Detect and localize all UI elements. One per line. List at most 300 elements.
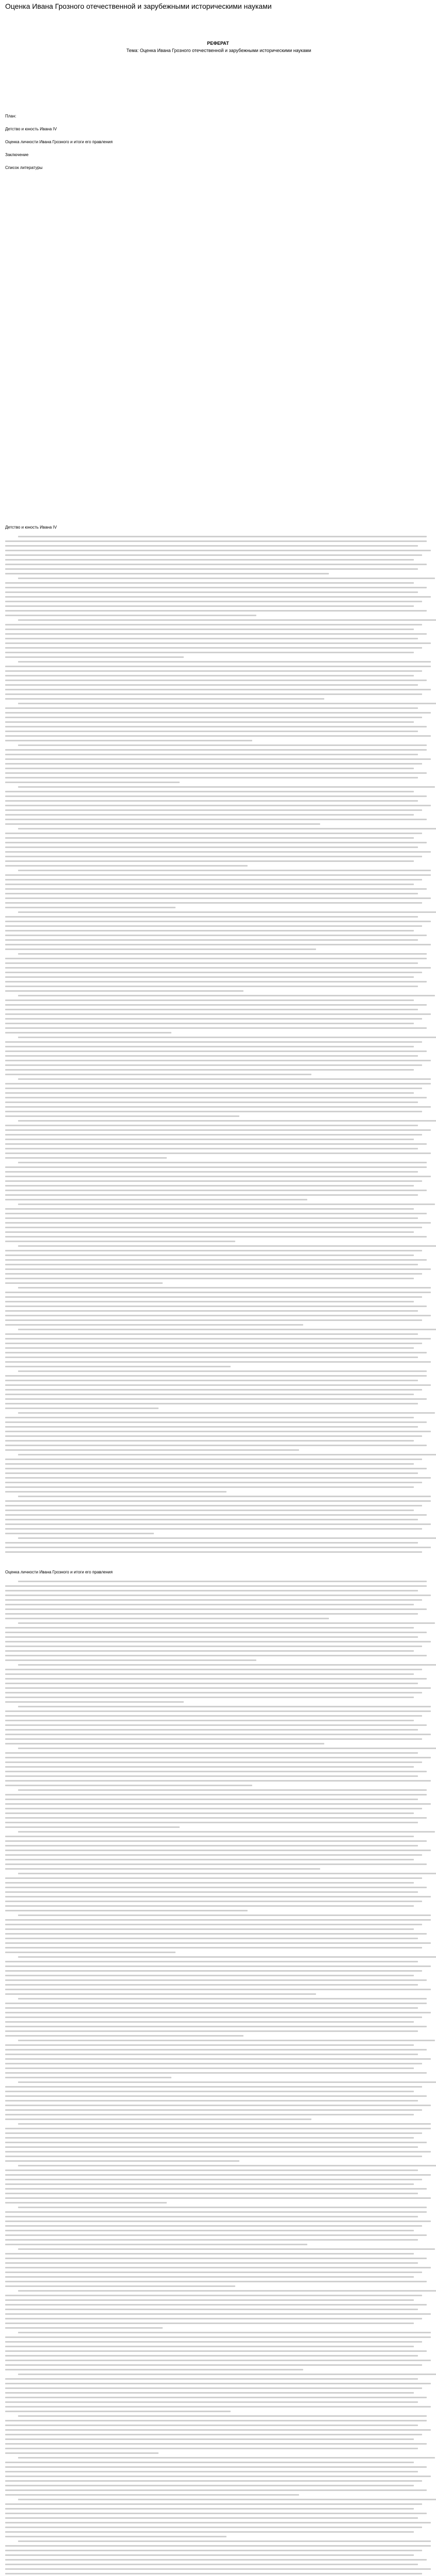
text-line [5, 1231, 414, 1233]
text-line [5, 1361, 431, 1363]
text-line [5, 846, 418, 848]
text-line [5, 1905, 414, 1907]
text-line [5, 2285, 235, 2287]
text-line [5, 1659, 256, 1661]
text-line [5, 986, 418, 987]
text-line [5, 819, 427, 820]
text-line [5, 1236, 427, 1238]
text-line [5, 1347, 414, 1349]
text-line [5, 1139, 414, 1140]
text-line [18, 953, 427, 955]
text-line [5, 1041, 422, 1043]
text-line [5, 2568, 431, 2570]
text-line [5, 1046, 414, 1047]
text-line [5, 2494, 299, 2496]
text-line [5, 976, 414, 978]
text-line [5, 935, 427, 936]
text-line [5, 1306, 427, 1307]
text-line [5, 1528, 422, 1530]
text-line [5, 601, 422, 602]
text-line [5, 1599, 422, 1601]
text-line [18, 1873, 436, 1874]
text-line [5, 1222, 431, 1224]
text-line [5, 2109, 422, 2111]
text-line [5, 1993, 316, 1995]
text-line [5, 2341, 422, 2343]
text-line [5, 1106, 431, 1108]
text-line [5, 1794, 427, 1795]
text-line [5, 791, 414, 792]
text-line [5, 972, 422, 973]
text-line [5, 958, 427, 959]
text-line [5, 2221, 431, 2222]
text-line [5, 1910, 248, 1911]
text-line [5, 2350, 427, 2352]
text-line [18, 2248, 435, 2250]
text-line [5, 1822, 418, 1823]
text-line [5, 2035, 243, 2037]
text-line [5, 1018, 422, 1020]
text-line [5, 1938, 418, 1939]
text-line [5, 568, 418, 570]
text-line [5, 1975, 414, 1976]
text-line [18, 1037, 436, 1038]
text-line [5, 1255, 414, 1256]
text-line [18, 2457, 435, 2459]
text-line [18, 744, 427, 746]
text-line [5, 2476, 431, 2477]
text-line [5, 1901, 422, 1902]
text-line [5, 1310, 418, 1312]
text-line [5, 2077, 171, 2078]
text-line [5, 2466, 427, 2468]
text-line [5, 1854, 422, 1856]
text-line [5, 1241, 235, 1242]
text-line [5, 1669, 422, 1670]
text-line [5, 2258, 427, 2259]
section-heading-assessment: Оценка личности Ивана Грозного и итоги его правления [5, 1570, 113, 1574]
text-line [5, 1887, 427, 1888]
text-line [5, 605, 414, 607]
text-line [5, 1435, 422, 1437]
text-line [5, 1403, 418, 1404]
text-line [5, 707, 418, 709]
text-line [5, 823, 320, 825]
text-line [5, 2313, 431, 2315]
text-line [5, 1199, 307, 1200]
text-line [5, 1074, 311, 1075]
text-line [18, 1287, 431, 1289]
text-line [5, 930, 414, 931]
text-line [5, 1840, 427, 1842]
text-line [18, 2540, 431, 2542]
text-line [5, 1632, 427, 1633]
text-line [5, 1877, 422, 1879]
text-line [5, 2471, 418, 2472]
text-line [5, 1627, 414, 1629]
text-line [18, 1956, 436, 1958]
text-line [5, 2336, 431, 2338]
text-line [5, 1125, 418, 1126]
text-line [5, 1697, 414, 1698]
text-line [5, 1463, 414, 1465]
text-line [5, 2063, 422, 2064]
text-line [5, 795, 427, 797]
text-line [5, 1264, 418, 1265]
text-line [5, 2485, 414, 2486]
text-line [5, 888, 427, 890]
text-line [5, 777, 418, 778]
text-line [5, 2026, 427, 2027]
text-line [5, 2202, 167, 2204]
text-line [5, 559, 414, 561]
text-line [18, 2415, 427, 2417]
text-line [5, 610, 427, 612]
text-line [5, 921, 431, 922]
text-line [5, 1896, 431, 1897]
text-line [5, 772, 427, 774]
text-line [5, 2443, 427, 2445]
text-line [5, 2021, 414, 2023]
text-line [18, 1748, 436, 1749]
text-line [5, 2462, 414, 2463]
text-line [5, 1505, 422, 1506]
text-line [5, 1491, 226, 1493]
text-line [5, 962, 418, 964]
text-line [5, 2146, 418, 2148]
text-line [5, 1134, 422, 1136]
text-line [18, 1454, 436, 1455]
text-line [5, 1785, 252, 1786]
text-line [5, 698, 324, 700]
text-line [18, 661, 431, 663]
text-line [5, 2559, 427, 2561]
text-line [5, 948, 316, 950]
text-line [5, 540, 427, 542]
text-line [5, 633, 427, 635]
text-line [5, 1514, 427, 1516]
text-line [18, 1204, 435, 1205]
text-line [5, 1551, 422, 1553]
text-line [5, 2230, 414, 2231]
text-line [5, 981, 427, 982]
text-line [5, 642, 431, 644]
text-line [5, 2174, 431, 2176]
text-line [5, 2197, 431, 2199]
text-line [5, 582, 414, 584]
text-line [18, 1496, 431, 1497]
text-line [5, 1757, 431, 1758]
text-line [18, 870, 431, 871]
text-line [5, 2531, 414, 2533]
text-line [5, 1440, 414, 1442]
text-line [18, 1412, 435, 1414]
text-line [5, 573, 329, 574]
text-line [5, 2564, 418, 2565]
text-line [5, 2044, 414, 2046]
text-line [5, 1547, 431, 1548]
text-line [5, 2151, 431, 2153]
text-line [5, 1924, 422, 1925]
text-line [5, 768, 414, 769]
text-line [5, 1519, 418, 1520]
text-line [5, 1724, 427, 1726]
text-line [5, 1115, 239, 1117]
text-line [5, 1604, 414, 1605]
text-line [5, 1398, 427, 1400]
text-line [5, 1176, 431, 1177]
text-line [18, 1078, 431, 1080]
text-line [5, 591, 418, 593]
text-line [5, 1761, 422, 1763]
text-line [5, 2253, 414, 2255]
text-line [5, 2267, 431, 2268]
text-line [5, 689, 431, 690]
text-line [5, 2049, 427, 2050]
text-line [5, 763, 422, 765]
text-line [5, 1338, 431, 1340]
text-line [5, 1324, 303, 1326]
text-line [5, 1208, 414, 1210]
text-line [5, 2170, 418, 2171]
text-line [5, 2012, 431, 2013]
text-line [18, 911, 436, 913]
text-line [5, 1486, 414, 1488]
text-line [5, 2573, 422, 2574]
text-line [5, 2527, 422, 2528]
text-line [18, 1537, 436, 1539]
topic-line [31, 47, 407, 54]
text-line [5, 782, 180, 783]
text-line [5, 712, 431, 714]
text-line [5, 615, 256, 616]
text-line [5, 925, 422, 927]
text-line [18, 578, 435, 579]
text-line [5, 2299, 414, 2301]
text-line [5, 1752, 418, 1754]
text-line [5, 2239, 418, 2241]
text-line [5, 1343, 422, 1344]
text-line [5, 596, 431, 598]
text-line [5, 1641, 431, 1642]
text-line [5, 1771, 427, 1772]
text-line [5, 1468, 427, 1469]
text-line [5, 990, 243, 992]
text-line [5, 2378, 418, 2380]
text-line [5, 1389, 422, 1391]
text-line [5, 1882, 414, 1884]
text-line [5, 2420, 427, 2421]
text-line [5, 2128, 431, 2129]
text-line [5, 2383, 431, 2384]
text-line [5, 2323, 414, 2324]
text-line [5, 1655, 427, 1656]
text-line [5, 638, 418, 639]
text-line [5, 717, 422, 718]
text-line [5, 2309, 418, 2310]
text-line [5, 2438, 414, 2440]
text-line [5, 666, 431, 667]
text-line [5, 1064, 422, 1066]
text-line [5, 865, 248, 867]
text-line [5, 1780, 431, 1782]
text-line [5, 1083, 431, 1084]
text-line [5, 1273, 422, 1275]
text-line [5, 731, 418, 732]
text-line [5, 2480, 422, 2482]
text-line [18, 1120, 436, 1122]
text-line [5, 2448, 418, 2449]
text-line [5, 2007, 418, 2009]
text-line [5, 1296, 422, 1298]
text-line [5, 1301, 414, 1302]
text-line [5, 1891, 418, 1893]
text-line [5, 1292, 431, 1293]
text-line [5, 916, 418, 918]
text-line [5, 1101, 418, 1103]
text-line [5, 1153, 431, 1154]
text-line [5, 902, 422, 904]
text-line [5, 1185, 414, 1187]
text-line [5, 2522, 431, 2523]
text-line [5, 2054, 418, 2055]
text-line [5, 800, 418, 802]
text-line [5, 2536, 226, 2537]
text-line [5, 1032, 171, 1033]
text-line [5, 647, 422, 649]
text-line [5, 2327, 163, 2329]
text-line [5, 1384, 431, 1386]
text-line [5, 1180, 422, 1182]
text-line [5, 1961, 418, 1962]
text-line [5, 2387, 422, 2389]
toc-item-references: Список литературы [5, 165, 43, 170]
text-line [5, 2030, 418, 2032]
text-line [5, 1445, 427, 1446]
text-line [5, 2276, 414, 2278]
text-line [5, 624, 422, 625]
text-line [5, 893, 418, 894]
text-line [5, 1595, 431, 1596]
text-line [5, 1013, 431, 1015]
text-line [5, 1799, 418, 1800]
text-line [5, 684, 418, 686]
text-line [5, 2554, 414, 2556]
text-line [18, 1831, 435, 1833]
toc-heading: План: [5, 114, 16, 118]
text-line [18, 786, 435, 788]
text-line [5, 721, 414, 723]
text-line [5, 2346, 414, 2347]
text-line [5, 1408, 159, 1409]
text-line [18, 2165, 436, 2166]
page-title: Оценка Ивана Грозного отечественной и зарубежными историческими науками [5, 2, 272, 10]
text-line [5, 1421, 427, 1423]
text-line [5, 1701, 184, 1703]
text-line [5, 652, 414, 653]
text-line [5, 2067, 414, 2069]
body-text-childhood [5, 536, 431, 1556]
text-line [5, 1171, 418, 1173]
text-line [5, 1683, 418, 1684]
text-line [5, 629, 414, 630]
text-line [5, 2132, 422, 2134]
text-line [5, 1500, 431, 1502]
text-line [5, 1352, 427, 1353]
text-line [5, 2058, 431, 2060]
text-line [5, 860, 414, 862]
text-line [5, 2503, 422, 2505]
text-line [18, 995, 435, 996]
text-line [5, 1715, 422, 1717]
text-line [5, 999, 414, 1001]
text-line [18, 1581, 427, 1582]
text-line [5, 1157, 167, 1159]
text-line [5, 550, 431, 551]
text-line [5, 2114, 414, 2115]
text-line [5, 1928, 414, 1930]
text-line [18, 2123, 431, 2125]
text-line [5, 2105, 431, 2106]
text-line [5, 1111, 422, 1112]
text-line [5, 2179, 422, 2180]
toc-item-childhood: Детство и юность Ивана IV [5, 127, 57, 131]
text-line [5, 1190, 427, 1191]
abstract-heading: РЕФЕРАТ [207, 41, 229, 46]
body-text-assessment [5, 1581, 431, 2576]
text-line [5, 1692, 422, 1693]
text-line [5, 2225, 422, 2227]
table-of-contents [5, 113, 211, 178]
text-line [5, 680, 427, 681]
text-line [5, 1282, 163, 1284]
text-line [5, 884, 414, 885]
text-line [5, 587, 427, 588]
text-line [5, 1646, 422, 1647]
text-line [18, 2332, 431, 2333]
text-line [5, 1590, 418, 1591]
text-line [5, 1394, 414, 1395]
text-line [5, 2160, 239, 2162]
text-line [5, 2091, 414, 2092]
text-line [5, 897, 431, 899]
text-line [5, 1213, 427, 1214]
text-line [5, 2137, 414, 2139]
text-line [5, 1523, 431, 1525]
text-line [5, 2295, 422, 2296]
text-line [5, 1618, 329, 1619]
text-line [18, 2081, 436, 2083]
text-line [5, 1585, 427, 1587]
text-line [5, 2369, 303, 2370]
text-line [18, 1622, 435, 1624]
text-line [5, 856, 422, 857]
text-line [5, 2244, 307, 2245]
text-line [5, 2095, 427, 2097]
text-line [5, 735, 431, 737]
text-line [5, 1636, 418, 1638]
text-line [5, 1477, 431, 1479]
text-line [5, 1055, 418, 1057]
text-line [5, 2364, 422, 2366]
text-line [18, 1664, 436, 1666]
text-line [5, 693, 422, 695]
text-line [5, 545, 418, 547]
text-line [5, 1947, 422, 1948]
text-line [18, 2040, 435, 2041]
text-line [5, 939, 418, 941]
text-line [5, 2318, 422, 2319]
